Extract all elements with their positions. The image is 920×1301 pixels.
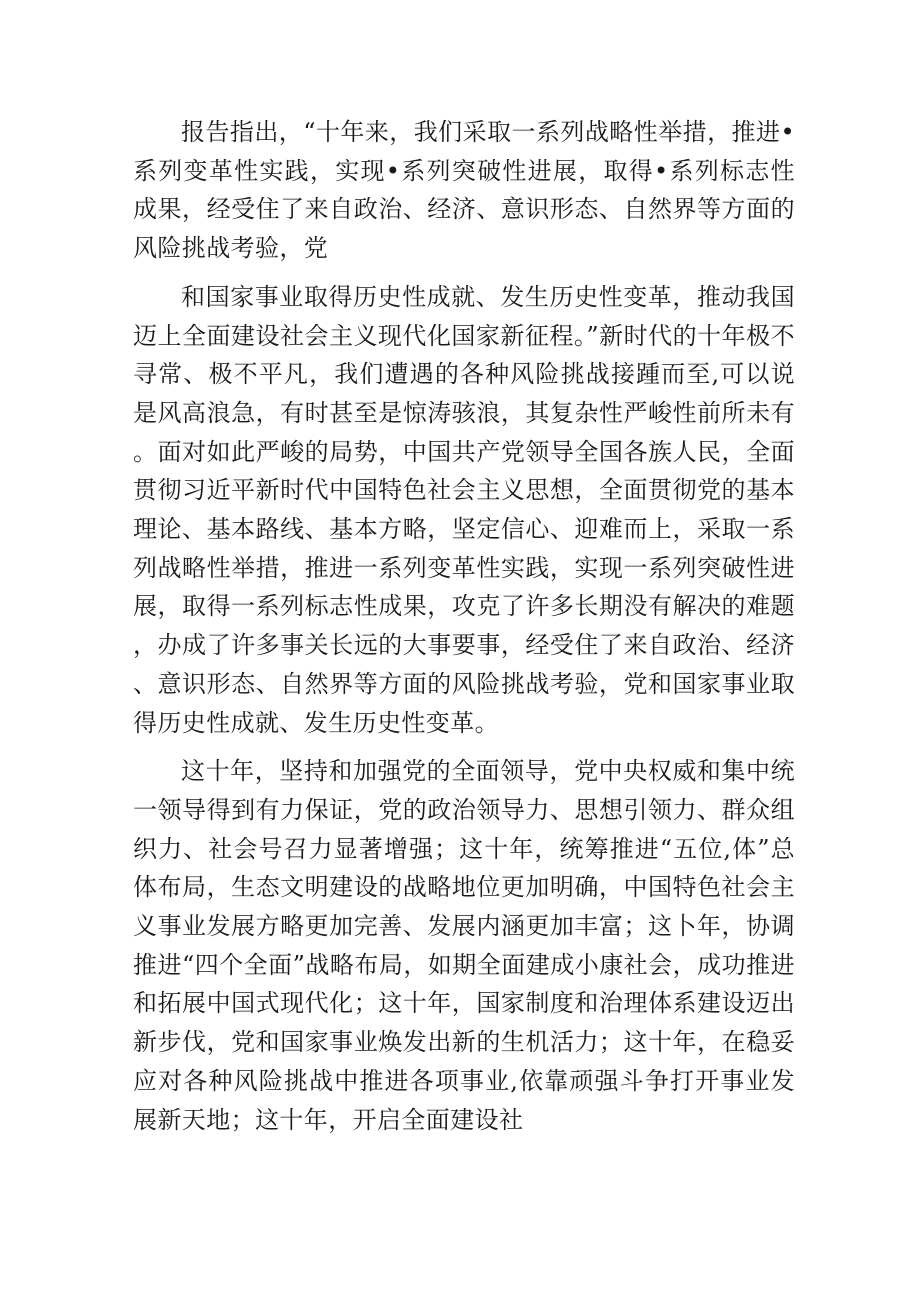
paragraph-3: 这十年，坚持和加强党的全面领导，党中央权威和集中统一领导得到有力保证，党的政治领导力、思想引领力、群众组织力、社会号召力显著增强；这十年，统筹推进“五位,体”总体布局，生态文明建设的战略地位更加明确，中国特色社会主义事业发展方略更加完善、发展内涵更加丰富；这卜年，协调推进“四个全面”战略布局，如期全面建成小康社会，成功推进和拓展中国式现代化；这十年，国家制度和治理体系建设迈出新步伐，党和国家事业焕发出新的生机活力；这十年，在稳妥应对各种风险挑战中推进各项事业,依靠顽强斗争打开事业发展新天地；这十年，开启全面建设社 [133, 757, 795, 1134]
paragraph-2: 和国家事业取得历史性成就、发生历史性变革，推动我国迈上全面建设社会主义现代化国家新征程。”新时代的十年极不寻常、极不平凡，我们遭遇的各种风险挑战接踵而至,可以说是风高浪急，有时甚至是惊涛骇浪，其复杂性严峻性前所未有。面对如此严峻的局势，中国共产党领导全国各族人民，全面贯彻习近平新时代中国特色社会主义思想，全面贯彻党的基本理论、基本路线、基本方略，坚定信心、迎难而上，采取一系列战略性举措，推进一系列变革性实践，实现一系列突破性进展，取得一系列标志性成果，攻克了许多长期没有解决的难题，办成了许多事关长远的大事要事，经受住了来自政治、经济、意识形态、自然界等方面的风险挑战考验，党和国家事业取得历史性成就、发生历史性变革。 [133, 282, 795, 737]
document-body [133, 113, 795, 1139]
paragraph-1: 报告指出，“十年来，我们采取一系列战略性举措，推进•系列变革性实践，实现•系列突破性进展，取得•系列标志性成果，经受住了来自政治、经济、意识形态、自然界等方面的风险挑战考验，党 [133, 118, 795, 263]
